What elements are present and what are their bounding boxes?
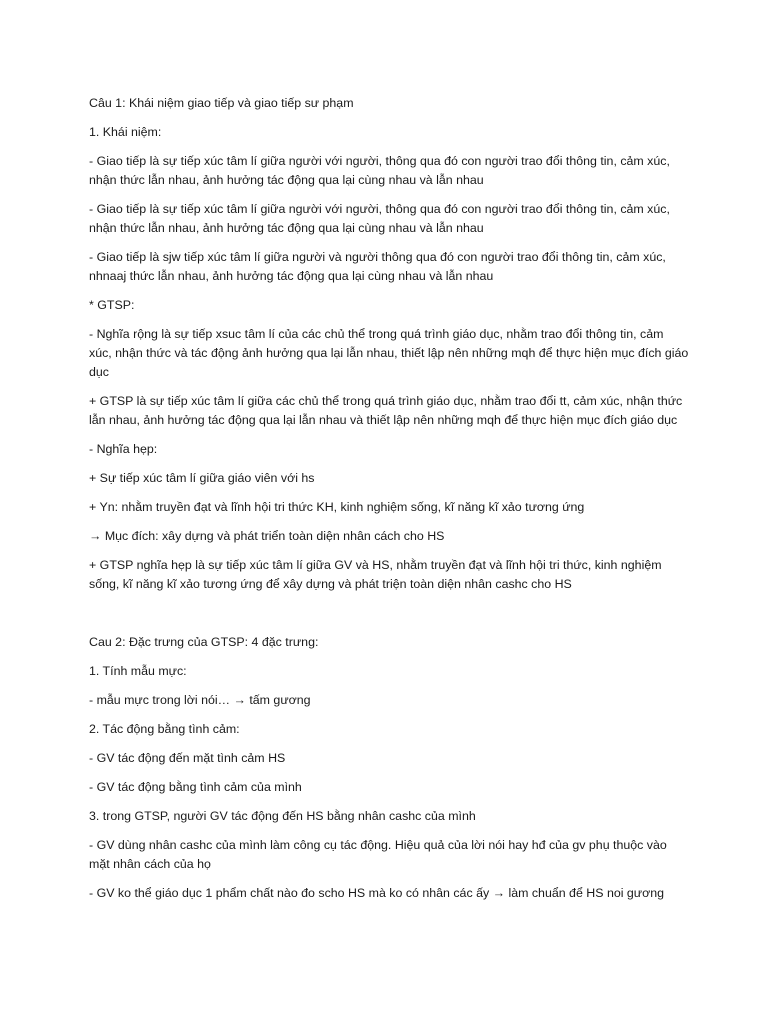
paragraph: + Sự tiếp xúc tâm lí giữa giáo viên với hs (89, 471, 315, 485)
paragraph: + GTSP nghĩa hẹp là sự tiếp xúc tâm lí giữa GV và HS, nhằm truyền đạt và lĩnh hội tri thức, kinh nghiệm sống, kĩ năng kĩ xảo tương ứng để xây dựng và phát triện toàn diện nhân cashc cho HS (89, 558, 662, 591)
paragraph: - GV ko thể giáo dục 1 phẩm chất nào đo scho HS mà ko có nhân các ấy → làm chuẩn để HS noi gương (89, 886, 665, 900)
paragraph: - Giao tiếp là sự tiếp xúc tâm lí giữa người với người, thông qua đó con người trao đổi thông tin, cảm xúc, nhận thức lẫn nhau, ảnh hưởng tác động qua lại cùng nhau và lẫn nhau (89, 202, 670, 235)
paragraph: 2. Tác động bằng tình cảm: (89, 722, 240, 736)
paragraph: - mẫu mực trong lời nói… → tấm gương (89, 693, 311, 707)
subheading-gtsp: * GTSP: (89, 298, 135, 312)
paragraph: - Nghĩa rộng là sự tiếp xsuc tâm lí của các chủ thể trong quá trình giáo dục, nhằm trao đổi thông tin, cảm xúc, nhận thức và tác động ảnh hưởng qua lại lẫn nhau, thiết lập nên những mqh để thực hiện mục đích giáo dục (89, 327, 689, 379)
paragraph: - GV tác động bằng tình cảm của mình (89, 780, 302, 794)
subheading-concept: 1. Khái niệm: (89, 125, 162, 139)
paragraph: 1. Tính mẫu mực: (89, 664, 187, 678)
paragraph: + GTSP là sự tiếp xúc tâm lí giữa các chủ thể trong quá trình giáo dục, nhằm trao đổi tt, cảm xúc, nhận thức lẫn nhau, ảnh hưởng tác động qua lại lẫn nhau và thiết lập nên những mqh để thực hiện mục đích giáo dục (89, 394, 683, 427)
paragraph: - GV tác động đến mặt tình cảm HS (89, 751, 286, 765)
subheading-narrow-sense: - Nghĩa hẹp: (89, 442, 158, 456)
paragraph: 3. trong GTSP, người GV tác động đến HS bằng nhân cashc của mình (89, 809, 476, 823)
paragraph: → Mục đích: xây dựng và phát triển toàn diện nhân cách cho HS (89, 529, 445, 543)
heading-question-1: Câu 1: Khái niệm giao tiếp và giao tiếp sư phạm (89, 96, 354, 110)
paragraph: - Giao tiếp là sjw tiếp xúc tâm lí giữa người và người thông qua đó con người trao đổi thông tin, cảm xúc, nhnaaj thức lẫn nhau, ảnh hưởng tác động qua lại cùng nhau và lẫn nhau (89, 250, 666, 283)
paragraph: - Giao tiếp là sự tiếp xúc tâm lí giữa người với người, thông qua đó con người trao đổi thông tin, cảm xúc, nhận thức lẫn nhau, ảnh hưởng tác động qua lại cùng nhau và lẫn nhau (89, 154, 670, 187)
heading-question-2: Cau 2: Đặc trưng của GTSP: 4 đặc trưng: (89, 635, 319, 649)
paragraph: + Yn: nhằm truyền đạt và lĩnh hội tri thức KH, kinh nghiệm sống, kĩ năng kĩ xảo tương ứng (89, 500, 585, 514)
document-body (89, 94, 689, 913)
empty-paragraph (89, 604, 689, 623)
paragraph: - GV dùng nhân cashc của mình làm công cụ tác động. Hiệu quả của lời nói hay hđ của gv phụ thuộc vào mặt nhân cách của họ (89, 838, 667, 871)
